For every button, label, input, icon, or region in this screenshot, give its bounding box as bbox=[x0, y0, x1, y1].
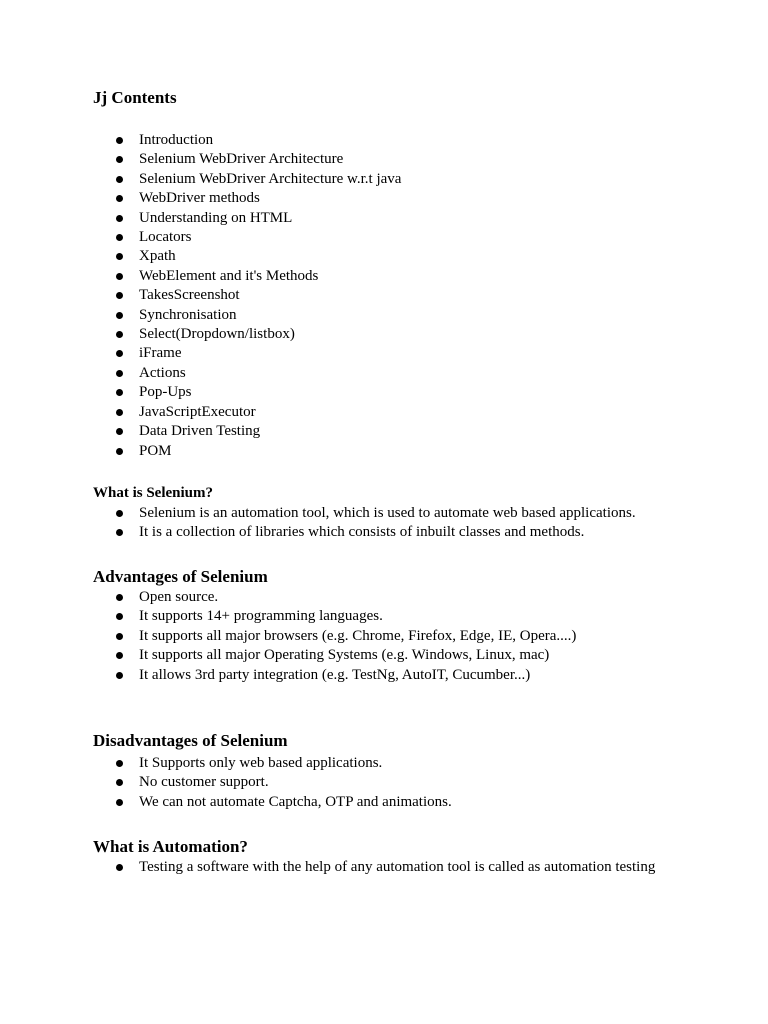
what-is-selenium-list-item bbox=[0, 523, 768, 542]
list-item-text: JavaScriptExecutor bbox=[139, 403, 256, 420]
list-item-text: We can not automate Captcha, OTP and animations. bbox=[139, 793, 452, 810]
contents-list-item bbox=[0, 344, 768, 363]
list-item-text: POM bbox=[139, 442, 172, 459]
bullet-icon bbox=[116, 350, 123, 357]
list-item-text: It allows 3rd party integration (e.g. TestNg, AutoIT, Cucumber...) bbox=[139, 666, 531, 683]
bullet-icon bbox=[116, 234, 123, 241]
list-item-text: It supports all major Operating Systems (e.g. Windows, Linux, mac) bbox=[139, 647, 550, 664]
bullet-icon bbox=[116, 652, 123, 659]
bullet-icon bbox=[116, 448, 123, 455]
disadvantages-list bbox=[0, 754, 768, 812]
contents-list-item bbox=[0, 383, 768, 402]
advantages-list-item bbox=[0, 666, 768, 685]
bullet-icon bbox=[116, 389, 123, 396]
bullet-icon bbox=[116, 613, 123, 620]
bullet-icon bbox=[116, 253, 123, 260]
list-item-text: It is a collection of libraries which consists of inbuilt classes and methods. bbox=[139, 524, 585, 541]
advantages-heading: Advantages of Selenium bbox=[93, 567, 268, 586]
contents-list-item bbox=[0, 286, 768, 305]
list-item-text: WebDriver methods bbox=[139, 190, 260, 207]
list-item-text: Actions bbox=[139, 364, 186, 381]
list-item-text: It supports 14+ programming languages. bbox=[139, 608, 383, 625]
contents-list-item bbox=[0, 403, 768, 422]
list-item-text: Synchronisation bbox=[139, 306, 237, 323]
bullet-icon bbox=[116, 137, 123, 144]
contents-list bbox=[0, 131, 768, 461]
list-item-text: Pop-Ups bbox=[139, 384, 192, 401]
list-item-text: Selenium WebDriver Architecture bbox=[139, 151, 344, 168]
advantages-list-item bbox=[0, 646, 768, 665]
disadvantages-list-item bbox=[0, 773, 768, 792]
list-item-text: Xpath bbox=[139, 248, 176, 265]
list-item-text: No customer support. bbox=[139, 774, 269, 791]
contents-list-item bbox=[0, 170, 768, 189]
list-item-text: It supports all major browsers (e.g. Chrome, Firefox, Edge, IE, Opera....) bbox=[139, 627, 577, 644]
bullet-icon bbox=[116, 672, 123, 679]
advantages-list bbox=[0, 588, 768, 685]
list-item-text: Understanding on HTML bbox=[139, 209, 293, 226]
bullet-icon bbox=[116, 428, 123, 435]
list-item-text: WebElement and it's Methods bbox=[139, 267, 319, 284]
bullet-icon bbox=[116, 864, 123, 871]
contents-list-item bbox=[0, 306, 768, 325]
list-item-text: Locators bbox=[139, 229, 192, 246]
what-is-automation-heading: What is Automation? bbox=[93, 837, 248, 856]
list-item-text: Introduction bbox=[139, 132, 214, 148]
advantages-list-item bbox=[0, 588, 768, 607]
list-item-text: Selenium is an automation tool, which is used to automate web based applications. bbox=[139, 505, 636, 521]
bullet-icon bbox=[116, 273, 123, 280]
bullet-icon bbox=[116, 176, 123, 183]
what-is-selenium-heading: What is Selenium? bbox=[93, 485, 214, 501]
bullet-icon bbox=[116, 409, 123, 416]
list-item-text: It Supports only web based applications. bbox=[139, 755, 383, 771]
contents-list-item bbox=[0, 364, 768, 383]
what-is-automation-list-item bbox=[0, 858, 768, 877]
what-is-selenium-list bbox=[0, 504, 768, 543]
list-item-text: TakesScreenshot bbox=[139, 287, 240, 304]
bullet-icon bbox=[116, 370, 123, 377]
disadvantages-heading: Disadvantages of Selenium bbox=[93, 731, 288, 750]
bullet-icon bbox=[116, 215, 123, 222]
advantages-list-item bbox=[0, 627, 768, 646]
list-item-text: Open source. bbox=[139, 589, 219, 605]
what-is-selenium-list-item bbox=[0, 504, 768, 523]
bullet-icon bbox=[116, 633, 123, 640]
bullet-icon bbox=[116, 510, 123, 517]
list-item-text: Select(Dropdown/listbox) bbox=[139, 326, 295, 343]
contents-list-item bbox=[0, 150, 768, 169]
contents-list-item bbox=[0, 325, 768, 344]
bullet-icon bbox=[116, 779, 123, 786]
contents-list-item bbox=[0, 209, 768, 228]
contents-list-item bbox=[0, 189, 768, 208]
bullet-icon bbox=[116, 312, 123, 319]
contents-heading: Jj Contents bbox=[93, 88, 177, 107]
contents-list-item bbox=[0, 442, 768, 461]
list-item-text: Data Driven Testing bbox=[139, 423, 261, 440]
advantages-list-item bbox=[0, 607, 768, 626]
list-item-text: iFrame bbox=[139, 345, 182, 362]
contents-list-item bbox=[0, 247, 768, 266]
bullet-icon bbox=[116, 594, 123, 601]
bullet-icon bbox=[116, 529, 123, 536]
bullet-icon bbox=[116, 760, 123, 767]
contents-list-item bbox=[0, 228, 768, 247]
disadvantages-list-item bbox=[0, 793, 768, 812]
bullet-icon bbox=[116, 156, 123, 163]
bullet-icon bbox=[116, 195, 123, 202]
bullet-icon bbox=[116, 292, 123, 299]
bullet-icon bbox=[116, 799, 123, 806]
bullet-icon bbox=[116, 331, 123, 338]
list-item-text: Selenium WebDriver Architecture w.r.t java bbox=[139, 170, 402, 187]
list-item-text: Testing a software with the help of any automation tool is called as automation testing bbox=[139, 859, 656, 875]
contents-list-item bbox=[0, 422, 768, 441]
contents-list-item bbox=[0, 267, 768, 286]
disadvantages-list-item bbox=[0, 754, 768, 773]
what-is-automation-list bbox=[0, 858, 768, 877]
contents-list-item bbox=[0, 131, 768, 150]
